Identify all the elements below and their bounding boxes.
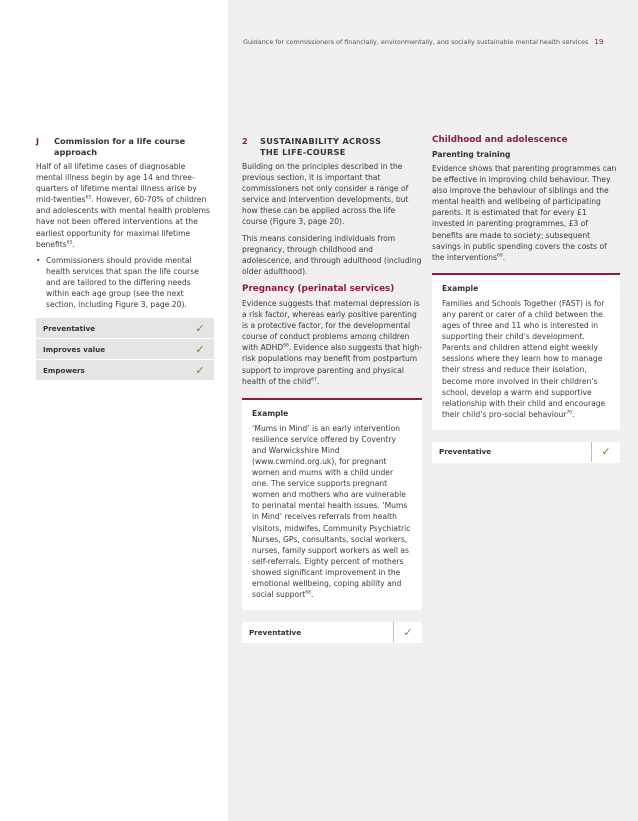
- check-icon: ✓: [186, 339, 214, 360]
- check-icon: ✓: [592, 442, 621, 463]
- tag-row: [36, 360, 214, 381]
- benefit-tags-table: [242, 622, 422, 643]
- example-box-mums-in-mind: [242, 398, 422, 611]
- paragraph-principles: Building on the principles described in the previous section, it is important that commissioners not only consider a range of service and intervention developments, but how these can be applied across the life course (Figure 3, page 20).: [242, 162, 409, 227]
- tag-row: [242, 622, 422, 643]
- section-heading-j: [36, 136, 214, 158]
- benefit-tags-table: [432, 442, 620, 463]
- paragraph-considering: This means considering individuals from pregnancy, through childhood and adolescence, and through adulthood (including older adulthood).: [242, 233, 422, 276]
- tag-label: Empowers: [36, 360, 186, 381]
- tag-row: [432, 442, 620, 463]
- example-text: ‘Mums in Mind’ is an early intervention resilience service offered by Coventry and Warwickshire Mind (www.cwmind.org.uk), for pregnant women and mums with a child under one. The service supports pregnant women and mothers who are vulnerable to perinatal mental health issues. ‘Mums in Mind’ receives referrals from health visitors, midwifes, Community Psychiatric Nurses, GPs, consultants, social workers, nurses, family support workers as well as self-referrals. Eighty percent of mothers showed significant improvement in the emotional wellbeing, coping ability and social support$^{68}$.: [252, 423, 411, 600]
- tag-label: Preventative: [242, 622, 394, 643]
- example-text: Families and Schools Together (FAST) is for any parent or carer of a child between the ages of three and 11 who is interested in supporting their child’s development. Parents and children attend eight weekly sessions where they learn how to manage their stress and reduce their isolation, become more involved in their children’s school, develop a warm and supportive relationship with their child and encourage their child’s pro-social behaviour$^{70}$.: [442, 298, 606, 419]
- section-title: Commission for a life course approach: [54, 136, 186, 157]
- check-icon: ✓: [394, 622, 423, 643]
- tag-label: Preventative: [36, 318, 186, 339]
- column-life-course: [36, 136, 214, 381]
- section-heading-2: [242, 136, 422, 158]
- running-title: Guidance for commissioners of financially, environmentally, and socially sustainable mental health services: [243, 38, 589, 46]
- column-childhood: [432, 136, 620, 463]
- paragraph-evidence: Evidence suggests that maternal depression is a risk factor, whereas early positive parenting is a protective factor, for the developmental course of conduct problems among children with ADHD$^{66}$. Evidence also suggests that high-risk populations may benefit from postpartum support to improve parenting and physical health of the child$^{67}$.: [242, 298, 422, 386]
- bullet-text: Commissioners should provide mental health services that span the life course and are tailored to the differing needs within each age group (see the next section, including Figure 3, page 20).: [46, 255, 199, 310]
- check-icon: ✓: [186, 318, 214, 339]
- tag-label: Preventative: [432, 442, 592, 463]
- subheading-parenting: Parenting training: [432, 150, 511, 159]
- running-header: [243, 38, 623, 46]
- paragraph-parenting: Evidence shows that parenting programmes can be effective in improving child behaviour. They also improve the behaviour of siblings and the mental health and wellbeing of participating parents. It is estimated that for every £1 invested in parenting programmes, £3 of benefits are made to society; subsequent savings in public spending covers the costs of the interventions$^{69}$.: [432, 164, 617, 262]
- example-title: Example: [252, 408, 289, 418]
- section-title: SUSTAINABILITY ACROSS THE LIFE-COURSE: [260, 136, 382, 157]
- subheading-pregnancy: Pregnancy (perinatal services): [242, 283, 395, 294]
- column-sustainability: [242, 136, 422, 643]
- check-icon: ✓: [186, 360, 214, 381]
- tag-label: Improves value: [36, 339, 186, 360]
- bullet-item: [36, 255, 214, 310]
- bullet-dot: •: [36, 255, 41, 265]
- example-box-fast: [432, 273, 620, 430]
- section-letter: J: [36, 136, 40, 146]
- section-number: 2: [242, 136, 248, 146]
- intro-paragraph: Half of all lifetime cases of diagnosable mental illness begin by age 14 and three-quarters of lifetime mental illness arise by mid-twenties$^{65}$. However, 60-70% of children and adolescents with mental health problems have not been offered interventions at the earliest opportunity for maximal lifetime benefits$^{65}$.: [36, 162, 210, 249]
- tag-row: [36, 318, 214, 339]
- heading-childhood: Childhood and adolescence: [432, 135, 568, 145]
- benefit-tags-table: [36, 318, 214, 381]
- page-number: 19: [594, 38, 604, 46]
- example-title: Example: [442, 283, 479, 293]
- tag-row: [36, 339, 214, 360]
